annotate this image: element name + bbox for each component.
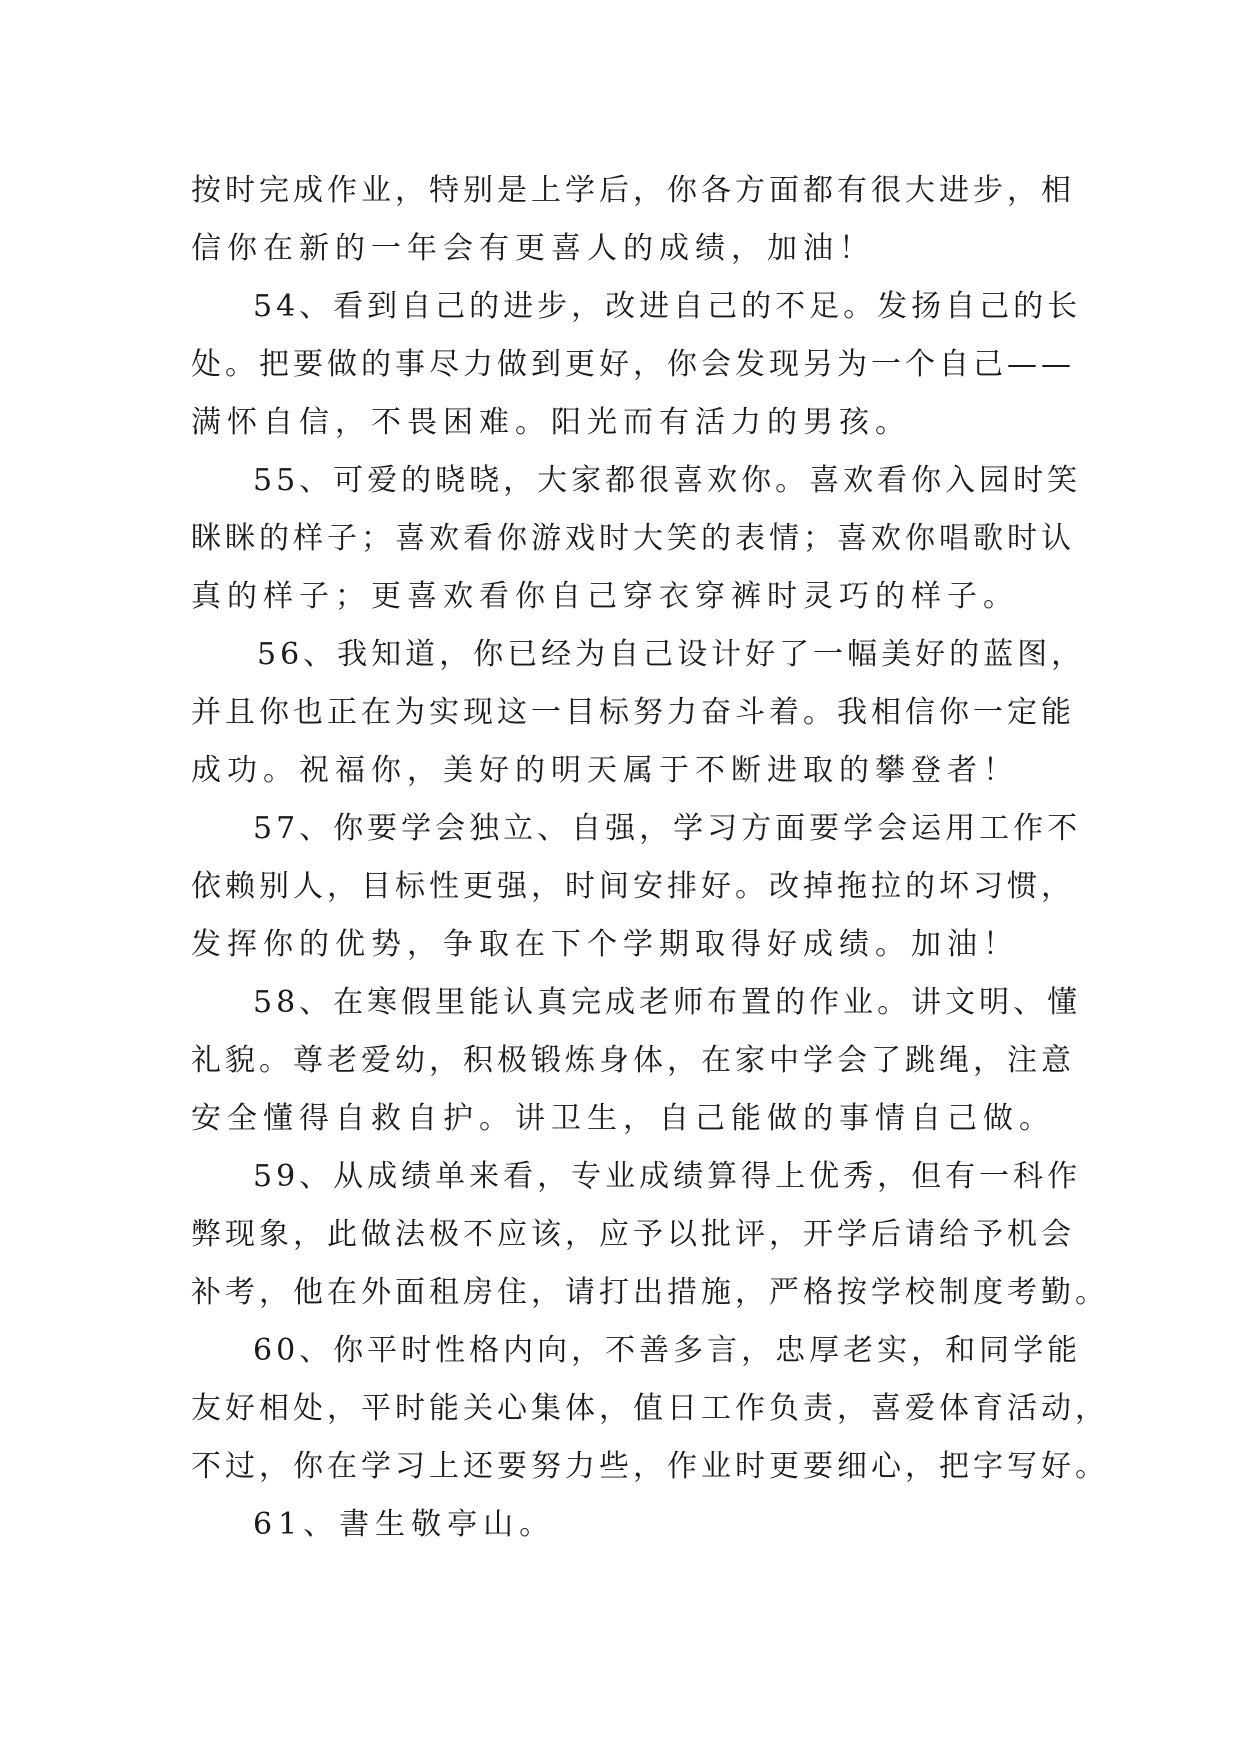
text-line: 按时完成作业，特别是上学后，你各方面都有很大进步，相 — [191, 173, 1075, 208]
text-line: 不过，你在学习上还要努力些，作业时更要细心，把字写好。 — [191, 1449, 1109, 1484]
text-line: 依赖别人，目标性更强，时间安排好。改掉拖拉的坏习惯， — [191, 869, 1075, 904]
text-line: 处。把要做的事尽力做到更好，你会发现另为一个自己—— — [191, 347, 1075, 382]
paragraph-61-start: 61、書生敬亭山。 — [253, 1507, 556, 1542]
document-body — [191, 162, 1109, 1554]
text-line: 眯眯的样子；喜欢看你游戏时大笑的表情；喜欢你唱歌时认 — [191, 521, 1075, 556]
text-line: 友好相处，平时能关心集体，值日工作负责，喜爱体育活动， — [191, 1391, 1109, 1426]
text-line: 满怀自信，不畏困难。阳光而有活力的男孩。 — [191, 405, 911, 440]
paragraph-58-start: 58、在寒假里能认真完成老师布置的作业。讲文明、懂 — [253, 985, 1082, 1020]
paragraph-54-start: 54、看到自己的进步，改进自己的不足。发扬自己的长 — [253, 289, 1082, 324]
paragraph-55-start: 55、可爱的晓晓，大家都很喜欢你。喜欢看你入园时笑 — [253, 463, 1082, 498]
paragraph-56-start: 56、我知道，你已经为自己设计好了一幅美好的蓝图， — [257, 637, 1086, 672]
text-line: 并且你也正在为实现这一目标努力奋斗着。我相信你一定能 — [191, 695, 1075, 730]
text-line: 发挥你的优势，争取在下个学期取得好成绩。加油！ — [191, 927, 1019, 962]
paragraph-59-start: 59、从成绩单来看，专业成绩算得上优秀，但有一科作 — [253, 1159, 1082, 1194]
paragraph-57-start: 57、你要学会独立、自强，学习方面要学会运用工作不 — [253, 811, 1082, 846]
text-line: 成功。祝福你，美好的明天属于不断进取的攀登者！ — [191, 753, 1019, 788]
text-line: 信你在新的一年会有更喜人的成绩，加油！ — [191, 231, 875, 266]
paragraph-60-start: 60、你平时性格内向，不善多言，忠厚老实，和同学能 — [253, 1333, 1082, 1368]
text-line: 补考，他在外面租房住，请打出措施，严格按学校制度考勤。 — [191, 1275, 1109, 1310]
text-line: 安全懂得自救自护。讲卫生，自己能做的事情自己做。 — [191, 1101, 1055, 1136]
text-line: 真的样子；更喜欢看你自己穿衣穿裤时灵巧的样子。 — [191, 579, 1019, 614]
text-line: 礼貌。尊老爱幼，积极锻炼身体，在家中学会了跳绳，注意 — [191, 1043, 1075, 1078]
text-line: 弊现象，此做法极不应该，应予以批评，开学后请给予机会 — [191, 1217, 1075, 1252]
